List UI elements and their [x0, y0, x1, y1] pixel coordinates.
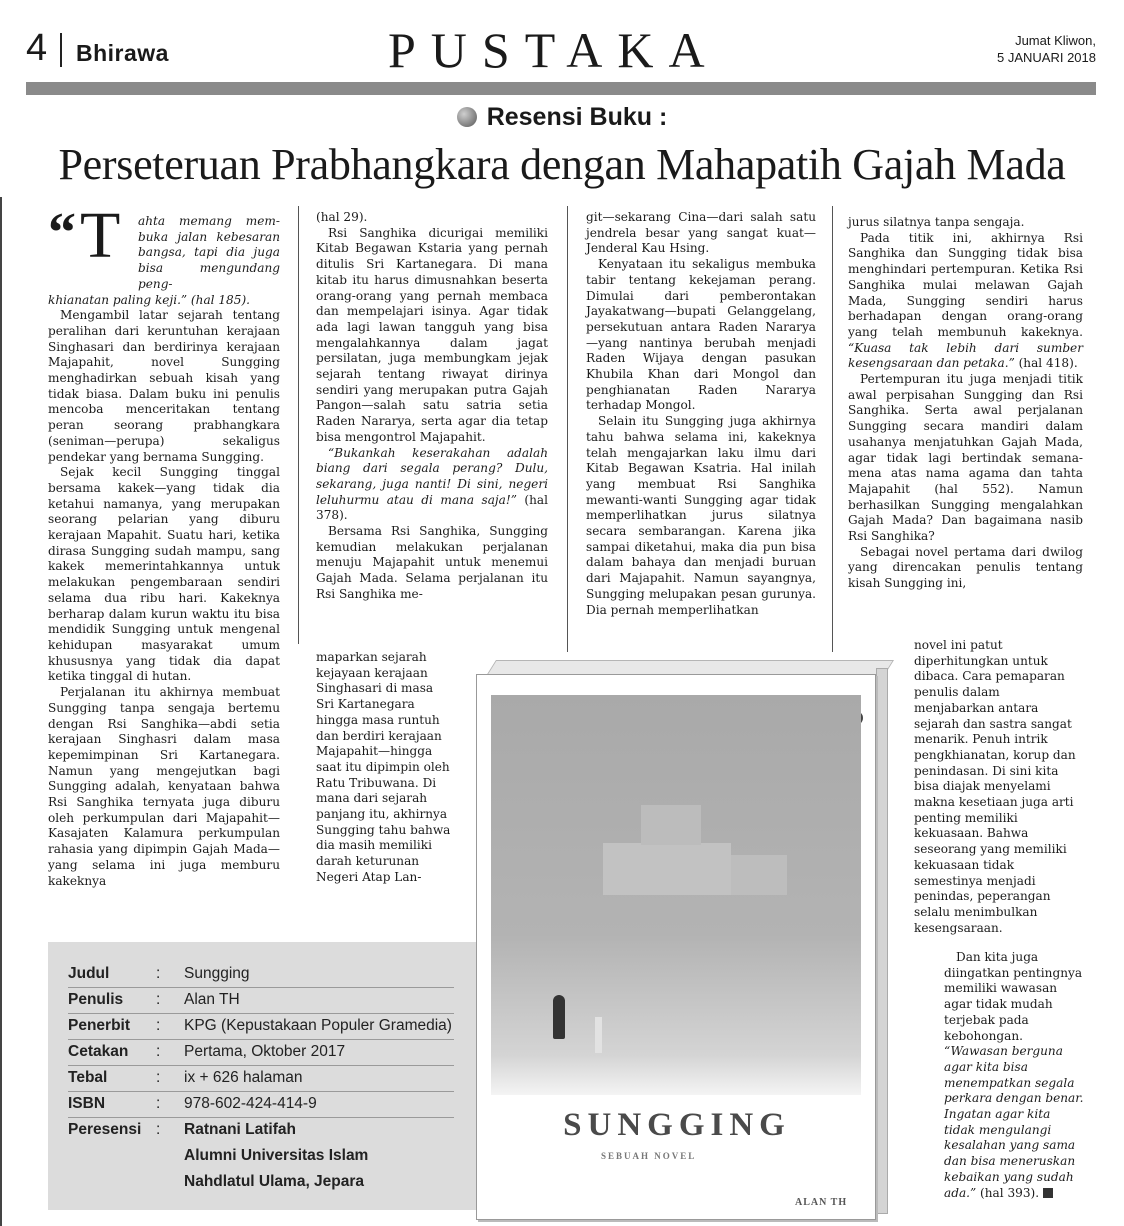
info-divider	[68, 1039, 454, 1040]
paragraph-text: Dan kita juga diingatkan pentingnya memiliki wawasan agar tidak mudah terjebak pada kebohongan.	[944, 950, 1083, 1043]
article-paragraph	[316, 446, 548, 525]
article-paragraph	[944, 950, 1084, 1201]
dateline-day: Jumat Kliwon,	[1015, 33, 1096, 48]
article-paragraph: Pertempuran itu juga menjadi titik awal perpisahan Sungging dan Rsi Sanghika. Serta awal perjalanan Sungging secara mandiri dalam usahanya menjatuhkan Gajah Mada, agar tidak lagi bertindak semana-mena atas nama agama dan tahta Majapahit (hal 552). Namun berhasilkan Sungging mengalahkan Gajah Mada? Dan bagaimana nasib Rsi Sanghika?	[848, 372, 1083, 544]
dateline	[997, 32, 1096, 66]
lead-tail: khianatan paling keji.” (hal 185).	[48, 292, 251, 307]
paragraph-text: Pada titik ini, akhirnya Rsi Sanghika dan Sungging tidak bisa menghindari pertempuran. Ketika Rsi Sanghika mulai melawan Gajah Mada, Sungging sendiri harus berhadapan dengan orang-orang yang telah membunuh kakeknya.	[848, 230, 1083, 339]
info-colon: :	[156, 1043, 161, 1060]
article-column-4	[848, 215, 1083, 592]
article-paragraph: Perjalanan itu akhirnya membuat Sungging tanpa sengaja bertemu dengan Rsi Sanghika—abdi setia kerajaan Singhasri dalam masa kepemimpinan Sri Kartanegara. Namun yang mengejutkan bagi Sungging adalah, kenyataan bahwa Rsi Sanghika ternyata juga diburu oleh perkumpulan dari Majapahit—Kasajaten Kalamura perkumpulan rahasia yang dipimpin Gajah Mada—yang selama ini juga memburu kakeknya	[48, 685, 280, 888]
info-colon: :	[156, 1017, 161, 1034]
column-rule	[298, 206, 299, 644]
reviewer-name: Ratnani Latifah	[184, 1121, 296, 1138]
info-colon: :	[156, 1069, 161, 1086]
info-colon: :	[156, 965, 161, 982]
article-column-2-wrap	[316, 650, 454, 886]
info-label: Judul	[68, 965, 110, 982]
bullet-icon	[457, 107, 477, 127]
article-paragraph: Mengambil latar sejarah tentang peralihan dari keruntuhan kerajaan Singhasari dan berdirinya kerajaan Majapahit, novel Sungging menghadirkan sebuah kisah yang tidak biasa. Dalam buku ini penulis mencoba menceritakan tentang peran seorang prabhangkara (seniman—perupa) sekaligus pendekar yang bernama Sungging.	[48, 308, 280, 464]
info-label: Penerbit	[68, 1017, 131, 1034]
article-title: Perseteruan Prabhangkara dengan Mahapatih Gajah Mada	[58, 140, 1066, 189]
article-paragraph: maparkan sejarah kejayaan kerajaan Singhasari di masa Sri Kartanegara hingga masa runtuh dan berdiri kerajaan Majapahit—hingga saat itu dipimpin oleh Ratu Tribuwana. Di mana dari sejarah panjang itu, akhirnya Sungging tahu bahwa dia masih memiliki darah keturunan Negeri Atap Lan-	[316, 650, 451, 884]
page-ref: (hal 418).	[1014, 356, 1078, 371]
page-left-rule	[0, 197, 2, 1226]
column-rule	[832, 206, 833, 652]
book-cover-image	[476, 660, 888, 1220]
cover-building	[603, 843, 731, 895]
book-cover-subtitle: SEBUAH NOVEL	[601, 1151, 697, 1161]
info-divider	[68, 1065, 454, 1066]
info-value: Sungging	[184, 965, 250, 982]
info-label: Peresensi	[68, 1121, 142, 1138]
article-paragraph: Kenyataan itu sekaligus membuka tabir tentang kekejaman perang. Dimulai dari pemberontakan Jayakatwang—bupati Gelanggelang, persekutuan antara Raden Nararya—yang nantinya berubah menjadi Raden Wijaya dengan pasukan Khubila Khan dari Mongol dan penghianatan Raden Nararya terhadap Mongol.	[586, 257, 816, 413]
info-colon: :	[156, 1095, 161, 1112]
article-paragraph: Rsi Sanghika dicurigai memiliki Kitab Begawan Kstaria yang pernah ditulis Sri Kartanegara. Di mana kitab itu harus dimusnahkan beserta orang-orang yang pernah membaca dan mempelajari isinya. Agar tidak ada lagi lawan tangguh yang bisa mengalahkannya dalam jagat persilatan, juga membungkam jejak sejarah tentang riwayat dirinya sendiri yang merupakan putra Gajah Pangon—salah satu satria setia Raden Nararya, serta agar dia tetap bisa mengontrol Majapahit.	[316, 225, 548, 444]
book-cover-author: ALAN TH	[795, 1197, 848, 1208]
book-front-cover	[476, 674, 876, 1220]
info-value: 978-602-424-414-9	[184, 1095, 317, 1112]
page-number: 4	[26, 27, 48, 69]
page-ref: (hal 378).	[316, 492, 548, 523]
article-paragraph: jurus silatnya tanpa sengaja.	[848, 215, 1025, 229]
info-value: KPG (Kepustakaan Populer Gramedia)	[184, 1017, 452, 1034]
dateline-date: 5 JANUARI 2018	[997, 50, 1096, 65]
article-paragraph: Sebagai novel pertama dari dwilog yang direncakan penulis tentang kisah Sungging ini,	[848, 544, 1083, 591]
reviewer-location: Nahdlatul Ulama, Jepara	[184, 1173, 365, 1190]
cover-building	[731, 855, 787, 895]
masthead-bar	[26, 82, 1096, 95]
info-label: Cetakan	[68, 1043, 129, 1060]
book-spine-edge	[876, 668, 888, 1214]
article-column-4-wrap	[914, 638, 1084, 936]
article-paragraph: (hal 29).	[316, 210, 368, 224]
info-divider	[68, 1013, 454, 1014]
article-paragraph: Selain itu Sungging juga akhirnya tahu bahwa selama ini, kakeknya telah mengajarkan laku ilmu dari Kitab Begawan Ksatria. Hal inilah yang membuat Rsi Sanghika mewanti-wanti Sungging agar tidak memperlihatkan jurus silatnya secara sembarangan. Karena jika sampai diketahui, maka dia pun bisa dalam bahaya dan menjadi buruan dari Majapahit. Namun sayangnya, Sungging melupakan pesan gurunya. Dia pernah memperlihatkan	[586, 414, 816, 617]
info-value: ix + 626 halaman	[184, 1069, 303, 1086]
article-column-2	[316, 210, 548, 603]
info-value: Pertama, Oktober 2017	[184, 1043, 346, 1060]
info-label: Tebal	[68, 1069, 108, 1086]
pull-quote: “Wawasan berguna agar kita bisa menempatkan segala perkara dengan benar. Ingatan agar kita tidak mengulangi kesalahan yang sama dan bisa meneruskan kebaikan yang sudah ada.”	[944, 1044, 1084, 1200]
section-rubric: PUSTAKA	[388, 22, 720, 78]
lead-line: bangsa, tapi dia juga	[138, 245, 280, 260]
info-label: ISBN	[68, 1095, 106, 1112]
lead-line: bisa mengundang peng-	[138, 261, 280, 291]
article-paragraph	[848, 231, 1083, 372]
cover-post	[595, 1017, 602, 1053]
page-ref: (hal 393).	[976, 1185, 1040, 1200]
opening-quote-mark: “	[48, 202, 76, 264]
info-colon: :	[156, 1121, 161, 1138]
article-paragraph: Bersama Rsi Sanghika, Sungging kemudian melakukan perjalanan menuju Majapahit untuk menemui Gajah Mada. Selama perjalanan itu Rsi Sanghika me-	[316, 524, 548, 601]
masthead-divider	[60, 33, 62, 67]
kicker-text: Resensi Buku :	[486, 103, 668, 131]
info-divider	[68, 1091, 454, 1092]
end-mark-icon	[1043, 1188, 1053, 1198]
pull-quote: “Kuasa tak lebih dari sumber kesengsaraan dan petaka.”	[848, 340, 1083, 371]
book-cover-title: SUNGGING	[563, 1107, 791, 1143]
cover-building	[641, 805, 701, 845]
article-column-4-wrap-2	[944, 950, 1084, 1201]
info-label: Penulis	[68, 991, 124, 1008]
article-paragraph: novel ini patut diperhitungkan untuk dibaca. Cara pemaparan penulis dalam menjabarkan antara sejarah dan sastra sangat menarik. Penuh intrik pengkhianatan, korup dan penindasan. Di sini kita bisa diajak menyelami makna kesetiaan juga arti penting memiliki kekuasaan. Bahwa seseorang yang memiliki kekuasaan tidak semestinya menjadi penindas, peperangan selalu menimbulkan kesengsaraan.	[914, 638, 1076, 935]
article-kicker	[0, 103, 1124, 132]
info-value: Alan TH	[184, 991, 240, 1008]
article-paragraph: git—sekarang Cina—dari salah satu jendrela besar yang sangat kuat—Jenderal Kau Hsing.	[586, 210, 816, 256]
info-divider	[68, 987, 454, 988]
column-rule	[567, 206, 568, 652]
drop-cap: T	[80, 199, 121, 272]
lead-quote	[48, 214, 280, 889]
info-divider	[68, 1117, 454, 1118]
cover-figure	[553, 995, 565, 1039]
newspaper-name: Bhirawa	[76, 40, 169, 66]
lead-line: buka jalan kebesaran	[138, 229, 280, 244]
pull-quote: “Bukankah keserakahan adalah biang dari segala perang? Dulu, sekarang, juga nanti! Di sini, negeri leluhurmu atau di mana saja!”	[316, 445, 548, 507]
article-column-3	[586, 210, 816, 618]
cover-illustration	[491, 695, 861, 1095]
article-paragraph: Sejak kecil Sungging tinggal bersama kakek—yang tidak dia ketahui namanya, yang merupakan seorang pelarian yang diburu kerajaan Mapahit. Suatu hari, ketika dirasa Sungging sudah mampu, sang kakek memerintahkannya untuk melakukan pengembaraan sendiri selama dua ribu hari. Kakeknya berharap dalam kurun waktu itu bisa mendidik Sungging untuk mengenal kehidupan masyarakat umum khususnya yang tidak dia dapat ketika tinggal di hutan.	[48, 465, 280, 684]
info-colon: :	[156, 991, 161, 1008]
lead-line: ahta memang mem-	[138, 214, 280, 228]
reviewer-affiliation: Alumni Universitas Islam	[184, 1147, 369, 1164]
